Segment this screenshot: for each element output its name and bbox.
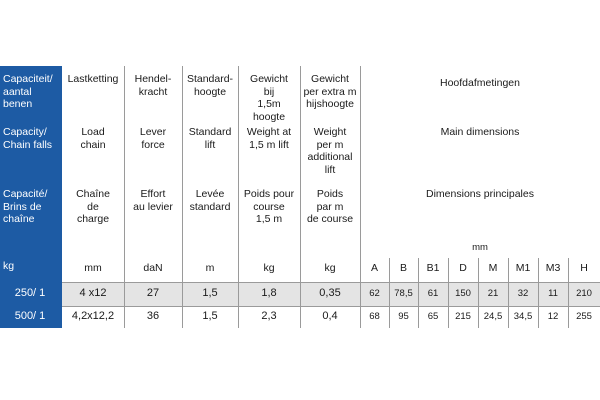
col-force-en xyxy=(124,126,182,151)
row1-dim-b: 78,5 xyxy=(394,288,413,299)
dimensions-nl: Hoofdafmetingen xyxy=(440,77,520,89)
header-line: course xyxy=(253,200,285,213)
header-line: Chaîne xyxy=(76,188,110,200)
header-line: Poids xyxy=(316,188,344,200)
dimensions-unit: mm xyxy=(472,242,488,253)
header-capacity-fr xyxy=(0,188,62,226)
col-chain-fr xyxy=(62,188,124,226)
row2-dim-a: 68 xyxy=(369,311,380,322)
header-line: charge xyxy=(76,213,110,225)
row2-dim-b: 95 xyxy=(398,311,409,322)
header-line: kracht xyxy=(138,85,168,98)
unit-weight: kg xyxy=(263,262,275,274)
col-chain-nl xyxy=(62,73,124,86)
header-line: Gewicht xyxy=(250,73,288,85)
header-line: 1,5 m xyxy=(255,213,283,225)
col-force-nl xyxy=(124,73,182,98)
header-line: Weight at xyxy=(246,126,292,138)
header-line: Effort xyxy=(140,188,166,200)
specifications-table xyxy=(0,66,600,328)
header-capacity-unit: kg xyxy=(3,260,15,272)
col-lift-fr xyxy=(182,188,238,213)
col-weight-en xyxy=(238,126,300,151)
dimensions-en: Main dimensions xyxy=(440,126,520,138)
header-line: Levée xyxy=(195,188,225,200)
row2-dim-m1: 34,5 xyxy=(513,311,533,322)
row1-weight: 1,8 xyxy=(261,287,277,299)
header-line: Hendel- xyxy=(134,73,172,85)
col-lift-nl xyxy=(182,73,238,98)
header-line: Load xyxy=(81,126,105,138)
row2-dim-d: 215 xyxy=(455,311,471,322)
dim-letter-h: H xyxy=(580,262,588,274)
row1-dim-h: 210 xyxy=(576,288,592,299)
header-line: par m xyxy=(316,200,344,213)
header-line: 1,5m hoogte xyxy=(252,98,286,123)
header-line: Poids pour xyxy=(243,188,295,200)
dimensions-fr: Dimensions principales xyxy=(426,188,534,200)
row2-extra: 0,4 xyxy=(322,310,338,322)
header-line: Standard xyxy=(188,126,232,138)
col-extra-en xyxy=(300,126,360,176)
row1-dim-m3: 11 xyxy=(548,288,558,299)
row2-dim-b1: 65 xyxy=(427,311,439,322)
dim-letter-d: D xyxy=(459,262,467,274)
header-line: chaîne xyxy=(3,213,35,225)
row1-dim-a: 62 xyxy=(369,288,380,299)
header-line: Lastketting xyxy=(67,73,119,85)
header-line: Brins de xyxy=(3,200,42,213)
header-line: per m xyxy=(316,138,344,151)
capacity-row-2: 500/ 1 xyxy=(14,310,46,322)
header-line: chain xyxy=(80,138,106,151)
row1-chain: 4 x12 xyxy=(79,287,107,299)
row1-dim-d: 150 xyxy=(455,288,471,299)
header-line: Capaciteit/ xyxy=(3,73,53,85)
header-line: force xyxy=(141,138,165,151)
col-force-fr xyxy=(124,188,182,213)
header-line: Chain falls xyxy=(3,138,53,151)
col-extra-nl xyxy=(300,73,360,111)
col-weight-nl xyxy=(238,73,300,123)
header-line: standard xyxy=(189,200,231,213)
unit-extra: kg xyxy=(324,262,336,274)
header-line: au levier xyxy=(133,200,173,213)
unit-force: daN xyxy=(143,262,163,274)
header-line: additional xyxy=(307,151,353,163)
row1-force: 27 xyxy=(146,287,160,299)
row1-lift: 1,5 xyxy=(202,287,218,299)
header-line: bij xyxy=(263,85,275,98)
row1-dim-m: 21 xyxy=(487,288,499,299)
dim-letter-b: B xyxy=(399,262,407,274)
row2-chain: 4,2x12,2 xyxy=(71,310,115,322)
header-line: Gewicht xyxy=(311,73,349,85)
header-line: Standard- xyxy=(186,73,234,85)
header-line: Capacity/ xyxy=(3,126,47,138)
dim-letter-b1: B1 xyxy=(426,262,440,274)
row1-extra: 0,35 xyxy=(319,287,341,299)
row1-dim-m1: 32 xyxy=(517,288,529,299)
header-line: Capacité/ xyxy=(3,188,48,200)
header-line: lift xyxy=(324,163,336,176)
header-capacity-en xyxy=(0,126,62,151)
header-line: 1,5 m lift xyxy=(249,138,289,151)
grid-line xyxy=(62,306,600,307)
row-header-column xyxy=(0,66,62,328)
header-line: de course xyxy=(306,213,354,225)
capacity-row-1: 250/ 1 xyxy=(14,287,46,299)
header-line: hijshoogte xyxy=(306,98,354,110)
col-extra-fr xyxy=(300,188,360,226)
header-line: lift xyxy=(204,138,216,151)
row1-dim-b1: 61 xyxy=(427,288,439,299)
header-line: hoogte xyxy=(193,85,227,98)
header-line: Lever xyxy=(139,126,167,138)
dim-letter-m1: M1 xyxy=(515,262,531,274)
header-line: aantal benen xyxy=(3,85,33,110)
col-weight-fr xyxy=(238,188,300,226)
grid-line xyxy=(62,282,600,283)
header-line: Weight xyxy=(313,126,347,138)
row2-weight: 2,3 xyxy=(261,310,277,322)
row2-dim-h: 255 xyxy=(576,311,592,322)
unit-chain: mm xyxy=(84,262,102,274)
row2-force: 36 xyxy=(146,310,160,322)
dim-letter-a: A xyxy=(370,262,378,274)
col-chain-en xyxy=(62,126,124,151)
unit-lift: m xyxy=(205,262,215,274)
dim-letter-m: M xyxy=(488,262,498,274)
row2-dim-m3: 12 xyxy=(547,311,559,322)
header-line: de xyxy=(87,200,99,213)
dim-letter-m3: M3 xyxy=(545,262,561,274)
col-lift-en xyxy=(182,126,238,151)
row2-lift: 1,5 xyxy=(202,310,218,322)
row2-dim-m: 24,5 xyxy=(483,311,503,322)
header-line: per extra m xyxy=(303,85,357,98)
header-capacity-nl xyxy=(0,73,62,111)
